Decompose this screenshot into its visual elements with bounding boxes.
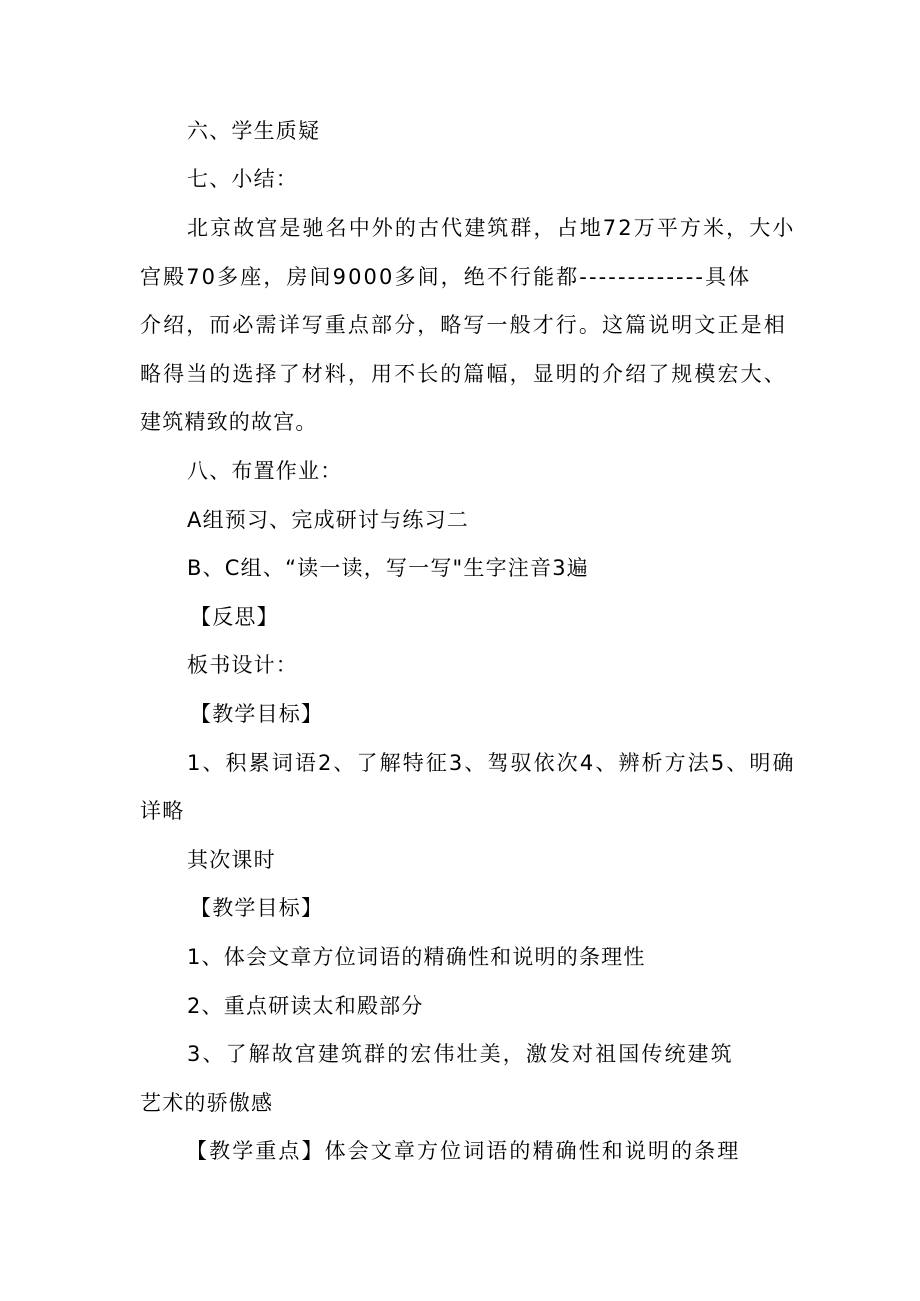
section-heading-6: 六、学生质疑 [187, 119, 321, 143]
homework-item-a: A组预习、完成研讨与练习二 [187, 508, 469, 532]
summary-paragraph-line: 北京故宫是驰名中外的古代建筑群，占地72万平方米，大小 [187, 216, 796, 240]
summary-paragraph-line: 宫殿70多座，房间9000多间，绝不行能都-------------具体 [140, 265, 752, 289]
goal-item-2: 2、重点研读太和殿部分 [187, 994, 424, 1018]
reflection-heading: 【反思】 [190, 605, 279, 629]
teaching-goals-heading-2: 【教学目标】 [190, 896, 324, 920]
summary-paragraph-line: 介绍，而必需详写重点部分，略写一般才行。这篇说明文正是相 [140, 313, 787, 337]
homework-item-bc: B、C组、“读一读，写一写"生字注音3遍 [187, 556, 589, 580]
goals-list-line: 1、积累词语2、了解特征3、驾驭依次4、辨析方法5、明确 [187, 751, 796, 775]
goal-item-1: 1、体会文章方位词语的精确性和说明的条理性 [187, 945, 646, 969]
lesson-two-heading: 其次课时 [187, 848, 276, 872]
board-design-heading: 板书设计： [187, 653, 298, 677]
summary-paragraph-line: 略得当的选择了材料，用不长的篇幅，显明的介绍了规模宏大、 [140, 362, 787, 386]
summary-paragraph-line: 建筑精致的故宫。 [140, 410, 318, 434]
section-heading-8: 八、布置作业： [187, 459, 343, 483]
teaching-focus-line: 【教学重点】体会文章方位词语的精确性和说明的条理 [186, 1139, 741, 1163]
goal-item-3: 3、了解故宫建筑群的宏伟壮美，激发对祖国传统建筑 [187, 1042, 734, 1066]
section-heading-7: 七、小结： [187, 167, 298, 191]
goals-list-line: 详略 [140, 799, 185, 823]
teaching-goals-heading: 【教学目标】 [190, 702, 324, 726]
goal-item-3-continued: 艺术的骄傲感 [140, 1091, 274, 1115]
